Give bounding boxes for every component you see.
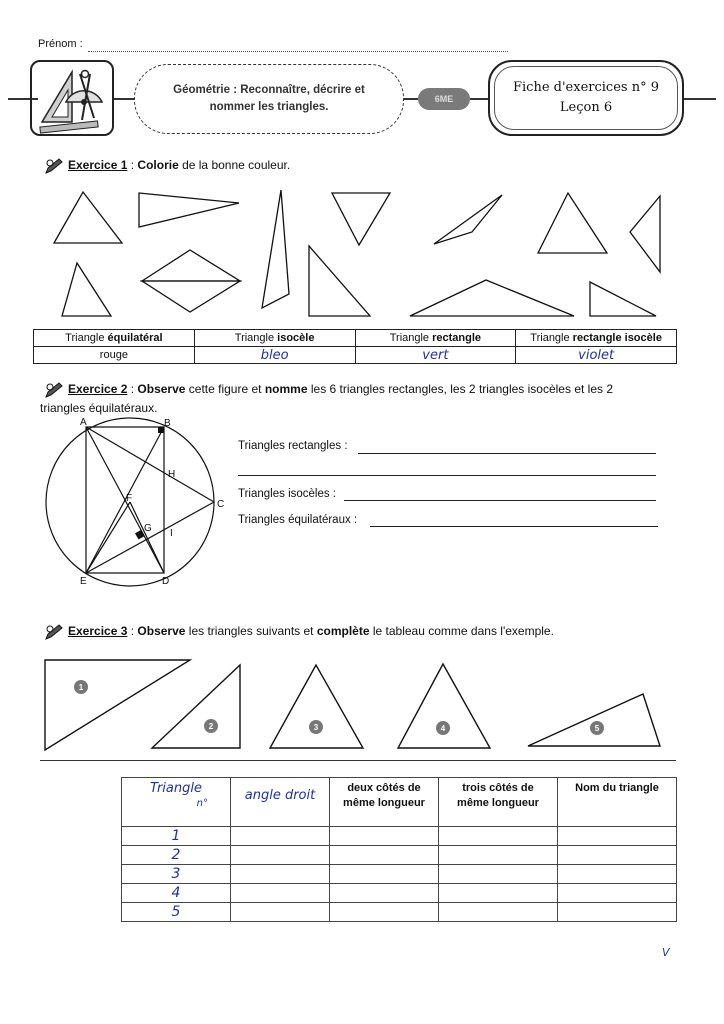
trois-cotes-cell[interactable] bbox=[439, 827, 558, 846]
point-label: G bbox=[144, 523, 152, 534]
point-label: A bbox=[80, 417, 87, 428]
triangle-shape bbox=[590, 282, 656, 316]
pencil-icon bbox=[44, 623, 64, 641]
exercise3-table bbox=[121, 777, 677, 922]
answer-rectangle-isocele[interactable]: violet bbox=[516, 347, 677, 364]
triangle-badge: 3 bbox=[313, 723, 319, 732]
point-label: D bbox=[162, 576, 170, 587]
header-rectangle-isocele: Triangle rectangle isocèle bbox=[516, 330, 677, 347]
equilateraux-label: Triangles équilatéraux : bbox=[238, 514, 358, 526]
triangle-badge: 1 bbox=[78, 683, 84, 692]
table-header-row bbox=[122, 778, 677, 827]
triangle-shape bbox=[528, 694, 660, 746]
triangle-shape bbox=[152, 665, 240, 748]
point-label: H bbox=[168, 469, 176, 480]
trois-cotes-cell[interactable] bbox=[439, 884, 558, 903]
page-mark: V bbox=[662, 946, 670, 959]
angle-droit-cell[interactable] bbox=[231, 903, 330, 922]
table-header-row bbox=[34, 330, 677, 347]
deux-cotes-cell[interactable] bbox=[330, 903, 439, 922]
title-line: Géométrie : Reconnaître, décrire et bbox=[173, 84, 365, 96]
grade-badge: 6ME bbox=[418, 88, 470, 110]
isoceles-answer-line[interactable] bbox=[344, 500, 656, 501]
segment-fd bbox=[130, 502, 164, 573]
exercise1-triangles bbox=[0, 0, 724, 330]
triangle-shape bbox=[142, 250, 240, 281]
table-row bbox=[122, 827, 677, 846]
table-row bbox=[122, 865, 677, 884]
rectangles-answer-line[interactable] bbox=[358, 453, 656, 454]
header-equilateral: Triangle équilatéral bbox=[34, 330, 195, 347]
triangle-shape bbox=[410, 280, 574, 316]
triangle-shape bbox=[62, 263, 111, 316]
triangle-number: 5 bbox=[122, 903, 231, 922]
triangle-shape bbox=[398, 664, 490, 748]
triangle-number: 1 bbox=[122, 827, 231, 846]
triangle-shape bbox=[538, 193, 607, 253]
deux-cotes-cell[interactable] bbox=[330, 827, 439, 846]
nom-cell[interactable] bbox=[558, 903, 677, 922]
triangle-shape bbox=[332, 193, 390, 245]
triangle-shape bbox=[45, 660, 190, 750]
exercise2-title-cont: triangles équilatéraux. bbox=[40, 401, 158, 415]
angle-droit-cell[interactable] bbox=[231, 884, 330, 903]
triangle-shape bbox=[434, 195, 502, 244]
nom-cell[interactable] bbox=[558, 846, 677, 865]
segment-ac bbox=[86, 427, 214, 502]
angle-droit-cell[interactable] bbox=[231, 827, 330, 846]
point-label: E bbox=[80, 576, 87, 587]
trois-cotes-cell[interactable] bbox=[439, 903, 558, 922]
nom-cell[interactable] bbox=[558, 884, 677, 903]
rectangles-answer-line-2[interactable] bbox=[238, 475, 656, 476]
equilateraux-answer-line[interactable] bbox=[370, 526, 658, 527]
answer-isocele[interactable]: bleo bbox=[194, 347, 355, 364]
triangle-badge: 2 bbox=[208, 722, 214, 731]
rectangles-label: Triangles rectangles : bbox=[238, 440, 348, 452]
triangle-shape bbox=[139, 193, 239, 227]
point-label: C bbox=[217, 499, 225, 510]
deux-cotes-cell[interactable] bbox=[330, 884, 439, 903]
title-line: nommer les triangles. bbox=[209, 101, 329, 113]
header-rectangle: Triangle rectangle bbox=[355, 330, 516, 347]
triangle-number: 4 bbox=[122, 884, 231, 903]
deux-cotes-cell[interactable] bbox=[330, 865, 439, 884]
exercise1-table bbox=[33, 329, 677, 364]
angle-droit-cell[interactable] bbox=[231, 865, 330, 884]
table-row bbox=[122, 884, 677, 903]
isoceles-label: Triangles isocèles : bbox=[238, 488, 337, 500]
deux-cotes-cell[interactable] bbox=[330, 846, 439, 865]
triangle-number: 3 bbox=[122, 865, 231, 884]
fiche-number: Fiche d'exercices n° 9 bbox=[513, 80, 659, 95]
triangle-badge: 5 bbox=[594, 724, 600, 733]
answer-equilateral[interactable]: rouge bbox=[34, 347, 195, 364]
table-row bbox=[122, 903, 677, 922]
exercise1-title: Exercice 1 : Colorie de la bonne couleur. bbox=[44, 157, 290, 175]
answer-rectangle[interactable]: vert bbox=[355, 347, 516, 364]
table-row bbox=[34, 347, 677, 364]
header-trois-cotes: trois côtés de même longueur bbox=[439, 778, 558, 827]
trois-cotes-cell[interactable] bbox=[439, 865, 558, 884]
section-divider bbox=[40, 760, 676, 761]
triangle-badge: 4 bbox=[440, 724, 446, 733]
header-nom-triangle: Nom du triangle bbox=[558, 778, 677, 827]
exercise3-title: Exercice 3 : Observe les triangles suivants et complète le tableau comme dans l'exemple. bbox=[44, 623, 554, 641]
exercise2-title: Exercice 2 : Observe cette figure et nomme les 6 triangles rectangles, les 2 triangles isocèles et les 2 bbox=[44, 381, 613, 399]
trois-cotes-cell[interactable] bbox=[439, 846, 558, 865]
angle-droit-cell[interactable] bbox=[231, 846, 330, 865]
header-isocele: Triangle isocèle bbox=[194, 330, 355, 347]
prenom-label: Prénom : bbox=[38, 38, 83, 50]
triangle-shape bbox=[309, 246, 370, 316]
point-label: I bbox=[170, 528, 173, 539]
circle-figure bbox=[30, 414, 230, 594]
pencil-icon bbox=[44, 381, 64, 399]
triangle-number: 2 bbox=[122, 846, 231, 865]
lecon-number: Leçon 6 bbox=[559, 100, 613, 115]
triangle-shape bbox=[142, 281, 240, 312]
point-label: F bbox=[126, 493, 133, 504]
triangle-shape bbox=[270, 665, 363, 748]
nom-cell[interactable] bbox=[558, 827, 677, 846]
triangle-shape bbox=[54, 192, 122, 243]
table-row bbox=[122, 846, 677, 865]
exercise-label: Exercice 1 bbox=[68, 158, 128, 173]
header-angle-droit: angle droit bbox=[231, 778, 330, 827]
triangle-shape bbox=[630, 196, 660, 272]
point-label: B bbox=[164, 418, 171, 429]
header-triangle-number: Triangle n° bbox=[122, 778, 231, 827]
triangle-shape bbox=[262, 190, 289, 308]
header-deux-cotes: deux côtés de même longueur bbox=[330, 778, 439, 827]
nom-cell[interactable] bbox=[558, 865, 677, 884]
exercise3-triangles bbox=[0, 650, 724, 760]
segment-ef bbox=[86, 502, 130, 573]
